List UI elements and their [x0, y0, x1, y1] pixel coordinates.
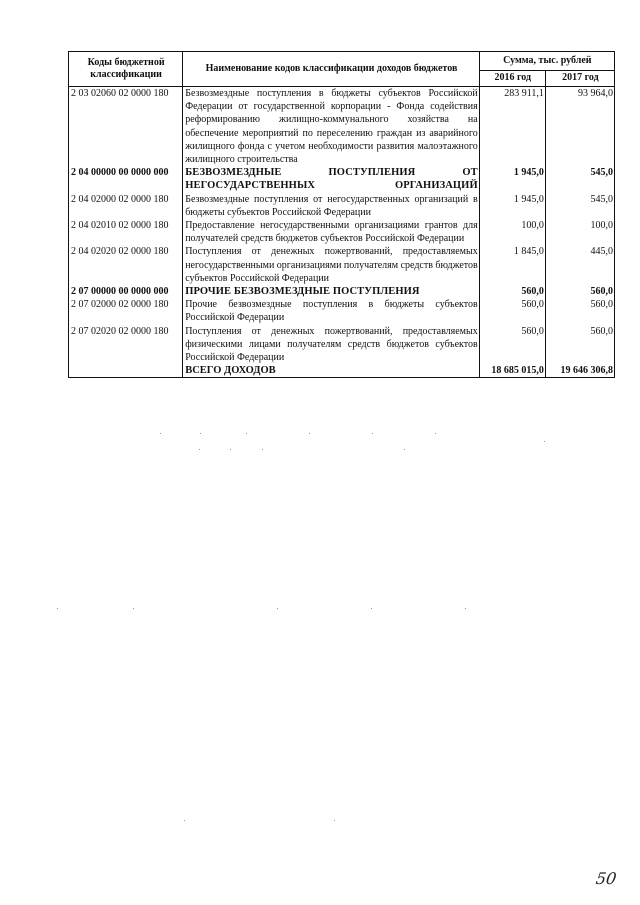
row-value-2016: 560,0 [479, 298, 545, 324]
header-sum: Сумма, тыс. рублей [479, 52, 614, 71]
row-value-2017: 560,0 [545, 325, 614, 365]
page-number: 50 [594, 869, 618, 888]
table-row [69, 325, 615, 365]
row-value-2016: 283 911,1 [479, 87, 545, 167]
row-name: Предоставление негосударственными организациями грантов для получателей средств бюджетов субъектов Российской Федерации [183, 219, 480, 245]
row-value-2017: 445,0 [545, 245, 614, 285]
table-body [69, 87, 615, 378]
row-value-2017: 93 964,0 [545, 87, 614, 167]
row-value-2016: 1 845,0 [479, 245, 545, 285]
row-code: 2 03 02060 02 0000 180 [69, 87, 183, 167]
row-code: 2 04 02000 02 0000 180 [69, 193, 183, 219]
table-row [69, 285, 615, 298]
row-name: Безвозмездные поступления в бюджеты субъектов Российской Федерации от государственной корпорации - Фонда содействия реформированию жилищно-коммунального хозяйства на обеспечение мероприятий по переселению граждан из аварийного жилищного фонда с учетом необходимости развития малоэтажного жилищного строительства [183, 87, 480, 167]
row-code: 2 07 00000 00 0000 000 [69, 285, 183, 298]
table-row [69, 193, 615, 219]
table-header [69, 52, 615, 87]
total-value-2017: 19 646 306,8 [545, 364, 614, 378]
row-name: Поступления от денежных пожертвований, предоставляемых негосударственными организациями получателям средств бюджетов субъектов Российской Федерации [183, 245, 480, 285]
row-value-2016: 1 945,0 [479, 166, 545, 192]
row-code: 2 04 00000 00 0000 000 [69, 166, 183, 192]
row-value-2016: 100,0 [479, 219, 545, 245]
row-code: 2 04 02010 02 0000 180 [69, 219, 183, 245]
row-name: БЕЗВОЗМЕЗДНЫЕ ПОСТУПЛЕНИЯ ОТ НЕГОСУДАРСТВЕННЫХ ОРГАНИЗАЦИЙ [183, 166, 480, 192]
row-value-2017: 545,0 [545, 166, 614, 192]
row-value-2017: 560,0 [545, 298, 614, 324]
header-year-2016: 2016 год [479, 70, 545, 86]
row-code: 2 04 02020 02 0000 180 [69, 245, 183, 285]
table-row [69, 245, 615, 285]
table-row [69, 166, 615, 192]
header-year-2017: 2017 год [545, 70, 614, 86]
total-label: ВСЕГО ДОХОДОВ [183, 364, 480, 378]
table-row [69, 219, 615, 245]
total-value-2016: 18 685 015,0 [479, 364, 545, 378]
row-value-2017: 545,0 [545, 193, 614, 219]
row-value-2016: 560,0 [479, 285, 545, 298]
row-code: 2 07 02020 02 0000 180 [69, 325, 183, 365]
row-value-2017: 100,0 [545, 219, 614, 245]
table-row [69, 87, 615, 167]
header-name: Наименование кодов классификации доходов бюджетов [183, 52, 480, 87]
header-code: Коды бюджетной классификации [69, 52, 183, 87]
row-name: ПРОЧИЕ БЕЗВОЗМЕЗДНЫЕ ПОСТУПЛЕНИЯ [183, 285, 480, 298]
total-code-cell [69, 364, 183, 378]
table-total-row [69, 364, 615, 378]
revenue-table [68, 51, 615, 378]
row-name: Поступления от денежных пожертвований, предоставляемых физическими лицами получателям средств бюджетов субъектов Российской Федерации [183, 325, 480, 365]
row-name: Прочие безвозмездные поступления в бюджеты субъектов Российской Федерации [183, 298, 480, 324]
row-value-2017: 560,0 [545, 285, 614, 298]
row-code: 2 07 02000 02 0000 180 [69, 298, 183, 324]
row-value-2016: 560,0 [479, 325, 545, 365]
row-name: Безвозмездные поступления от негосударственных организаций в бюджеты субъектов Российской Федерации [183, 193, 480, 219]
table-row [69, 298, 615, 324]
row-value-2016: 1 945,0 [479, 193, 545, 219]
